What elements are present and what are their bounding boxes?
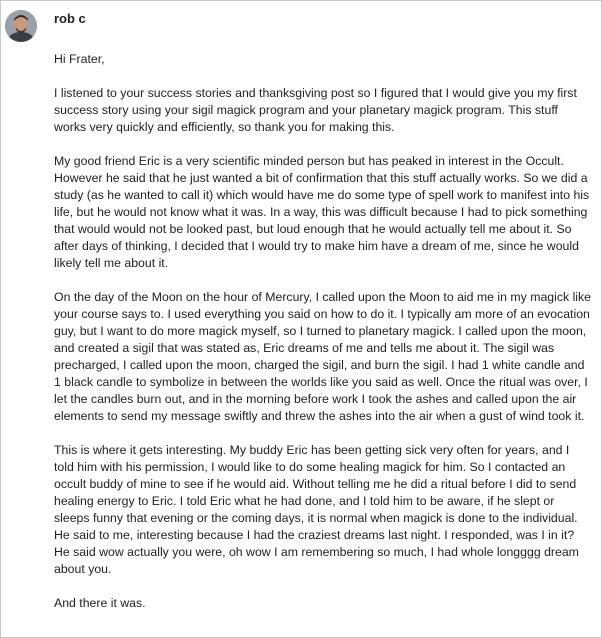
- author-name[interactable]: rob c: [54, 11, 86, 26]
- post-body: [54, 51, 592, 629]
- user-avatar[interactable]: [5, 10, 37, 42]
- paragraph-3: On the day of the Moon on the hour of Mercury, I called upon the Moon to aid me in my magick like your course says to. I used everything you said on how to do it. I typically am more of an evocation guy, but I want to do more magick myself, so I turned to planetary magick. I called upon the moon, and created a sigil that was stated as, Eric dreams of me and tells me about it. The sigil was precharged, I called upon the moon, charged the sigil, and burn the sigil. I had 1 white candle and 1 black candle to symbolize in between the worlds like you said as well. Once the ritual was over, I let the candles burn out, and in the morning before work I took the ashes and called upon the air elements to send my message swiftly and threw the ashes into the air when a gust of wind took it.: [54, 290, 592, 423]
- user-avatar-icon: [5, 10, 37, 42]
- paragraph-4: This is where it gets interesting. My buddy Eric has been getting sick very often for years, and I told him with his permission, I would like to do some healing magick for him. So I contacted an occult buddy of mine to see if he would aid. Without telling me he did a ritual before I did to send healing energy to Eric. I told Eric what he had done, and I told him to be aware, if he slept or sleeps funny that evening or the coming days, it is normal when magick is done to the individual. He said to me, interesting because I had the craziest dreams last night. I responded, was I in it? He said wow actually you were, oh wow I am remembering so much, I had whole longggg dream about you.: [54, 443, 579, 576]
- greeting: Hi Frater,: [54, 52, 105, 66]
- paragraph-2: My good friend Eric is a very scientific minded person but has peaked in interest in the Occult. However he said that he just wanted a bit of confirmation that this stuff actually works. So we did a study (as he wanted to call it) which would have me do some type of spell work to manifest into his life, but he would not know what it was. In a way, this was difficult because I had to pick something that would would not be looked past, but loud enough that he would actually tell me about it. So after days of thinking, I decided that I would try to make him have a dream of me, since he would likely tell me about it.: [54, 154, 590, 270]
- paragraph-1: I listened to your success stories and thanksgiving post so I figured that I would give you my first success story using your sigil magick program and your planetary magick program. This stuff works very quickly and efficiently, so thank you for making this.: [54, 86, 577, 134]
- paragraph-5: And there it was.: [54, 596, 146, 610]
